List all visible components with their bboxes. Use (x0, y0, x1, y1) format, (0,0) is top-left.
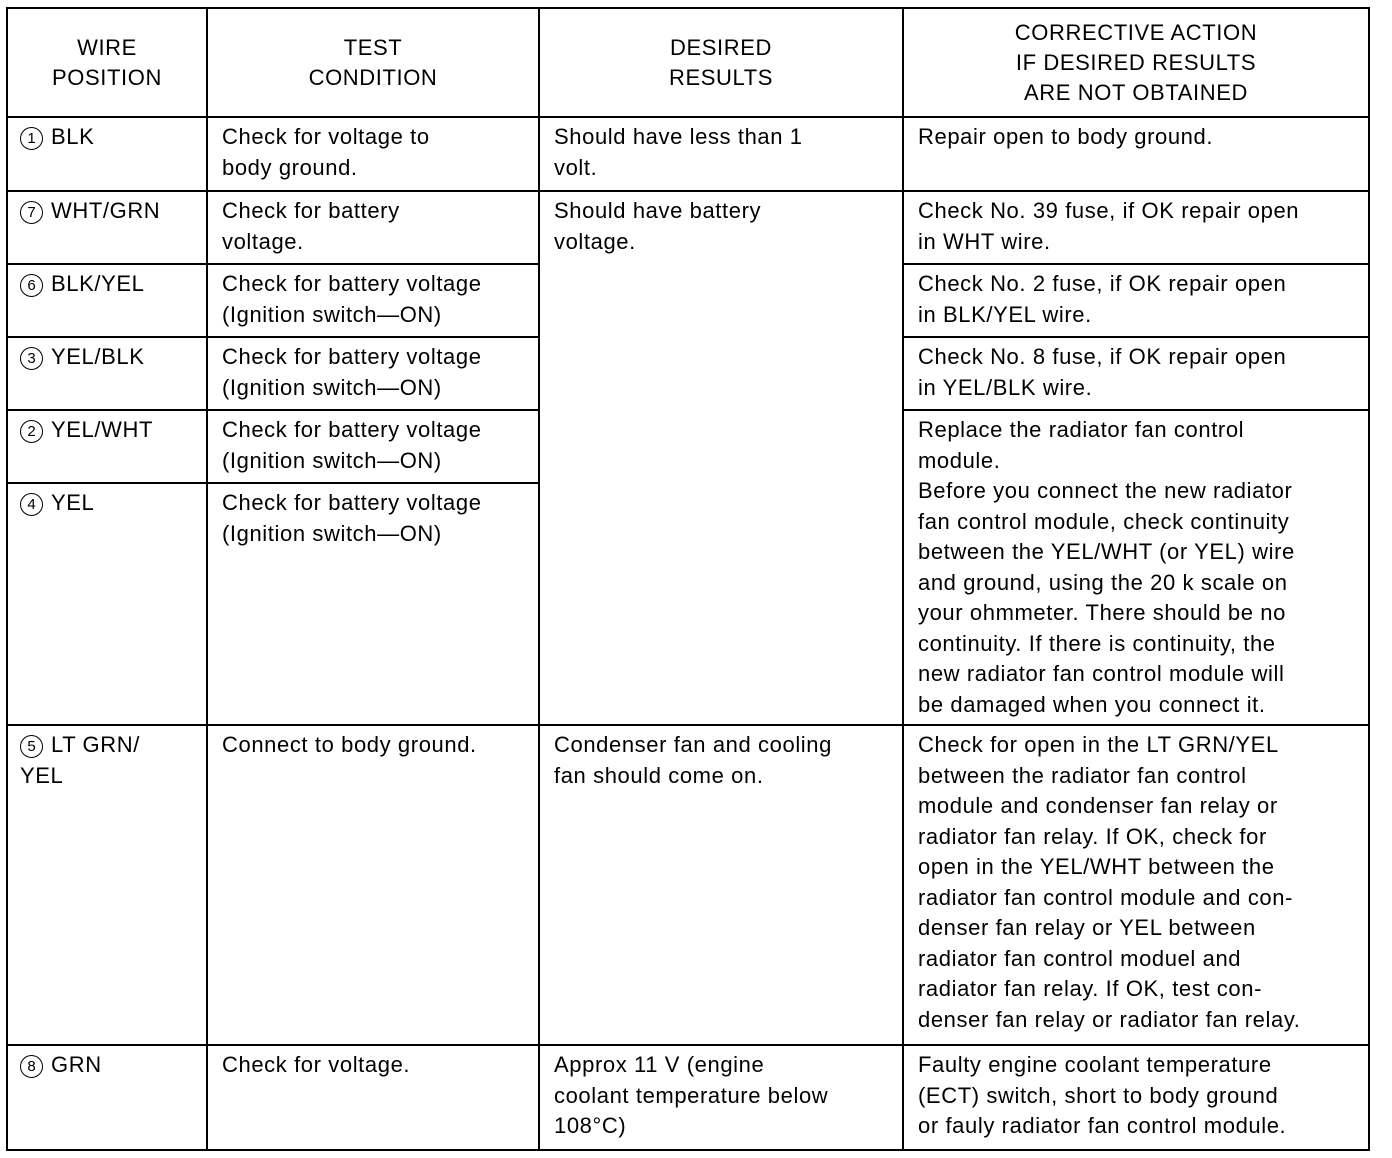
wire-position-cell (7, 725, 207, 1045)
terminal-number-badge: 7 (20, 201, 43, 224)
header-row (7, 8, 1369, 117)
corrective-action-cell: Repair open to body ground. (903, 117, 1369, 191)
header-desired-results: DESIRED RESULTS (539, 8, 903, 117)
desired-results-cell: Should have battery voltage. (539, 191, 903, 725)
test-condition-cell: Check for voltage to body ground. (207, 117, 539, 191)
terminal-number-badge: 4 (20, 493, 43, 516)
wire-color: YEL/WHT (51, 417, 153, 442)
corrective-action-cell: Check No. 2 fuse, if OK repair open in BLK/YEL wire. (903, 264, 1369, 337)
corrective-action-cell: Replace the radiator fan control module. Before you connect the new radiator fan control module, check continuity between the YEL/WHT (or YEL) wire and ground, using the 20 k scale on your ohmmeter. There should be no continuity. If there is continuity, the new radiator fan control module will be damaged when you connect it. (903, 410, 1369, 725)
terminal-number-badge: 8 (20, 1055, 43, 1078)
table-row (7, 191, 1369, 264)
wire-color: BLK (51, 124, 95, 149)
terminal-number-badge: 6 (20, 274, 43, 297)
diagnostic-table (6, 7, 1370, 1151)
desired-results-cell: Condenser fan and cooling fan should come on. (539, 725, 903, 1045)
desired-results-cell: Should have less than 1 volt. (539, 117, 903, 191)
corrective-action-cell: Check No. 39 fuse, if OK repair open in WHT wire. (903, 191, 1369, 264)
desired-results-cell: Approx 11 V (engine coolant temperature below 108°C) (539, 1045, 903, 1150)
wire-position-cell (7, 191, 207, 264)
wire-color: GRN (51, 1052, 102, 1077)
table-row (7, 117, 1369, 191)
corrective-action-cell: Check No. 8 fuse, if OK repair open in YEL/BLK wire. (903, 337, 1369, 410)
terminal-number-badge: 1 (20, 127, 43, 150)
terminal-number-badge: 3 (20, 347, 43, 370)
wire-color: WHT/GRN (51, 198, 161, 223)
test-condition-cell: Check for battery voltage. (207, 191, 539, 264)
test-condition-cell: Check for voltage. (207, 1045, 539, 1150)
test-condition-cell: Check for battery voltage (Ignition switch—ON) (207, 337, 539, 410)
wire-position-cell (7, 410, 207, 483)
corrective-action-cell: Faulty engine coolant temperature (ECT) switch, short to body ground or fauly radiator fan control module. (903, 1045, 1369, 1150)
header-test-condition: TEST CONDITION (207, 8, 539, 117)
corrective-action-cell: Check for open in the LT GRN/YEL between the radiator fan control module and condenser fan relay or radiator fan relay. If OK, check for open in the YEL/WHT between the radiator fan control module and con- denser fan relay or YEL between radiator fan control moduel and radiator fan relay. If OK, test con- denser fan relay or radiator fan relay. (903, 725, 1369, 1045)
wire-color: YEL (51, 490, 95, 515)
header-wire-position: WIRE POSITION (7, 8, 207, 117)
table-row (7, 725, 1369, 1045)
test-condition-cell: Check for battery voltage (Ignition switch—ON) (207, 483, 539, 725)
wire-position-cell (7, 264, 207, 337)
wire-color: YEL/BLK (51, 344, 145, 369)
wire-position-cell (7, 1045, 207, 1150)
test-condition-cell: Check for battery voltage (Ignition switch—ON) (207, 410, 539, 483)
wire-position-cell (7, 117, 207, 191)
test-condition-cell: Connect to body ground. (207, 725, 539, 1045)
wire-position-cell (7, 483, 207, 725)
test-condition-cell: Check for battery voltage (Ignition switch—ON) (207, 264, 539, 337)
terminal-number-badge: 5 (20, 735, 43, 758)
wire-color: LT GRN/ YEL (20, 732, 140, 788)
wire-position-cell (7, 337, 207, 410)
terminal-number-badge: 2 (20, 420, 43, 443)
header-corrective-action: CORRECTIVE ACTION IF DESIRED RESULTS ARE NOT OBTAINED (903, 8, 1369, 117)
wire-color: BLK/YEL (51, 271, 145, 296)
table-row (7, 1045, 1369, 1150)
